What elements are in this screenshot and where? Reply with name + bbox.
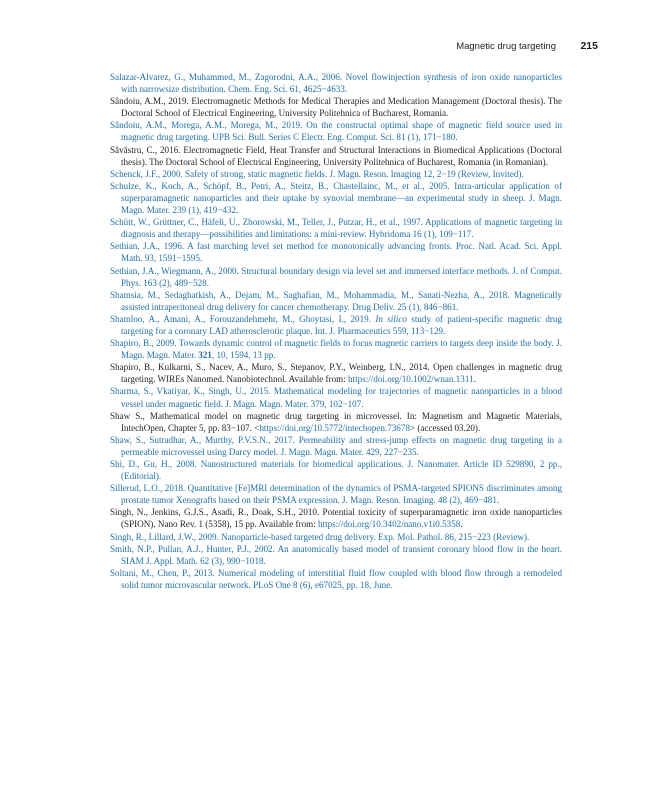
reference-item[interactable]: Sândoiu, A.M., Morega, A.M., Morega, M., 2019. On the constructal optimal shape of magnetic field source used in magnetic drug targeting. UPB Sci. Bull. Series C Electr. Eng. Comput. Sci. 81 (1), 171−180. bbox=[110, 120, 562, 143]
italic-term: In silico bbox=[375, 313, 407, 324]
reference-item[interactable]: Schulze, K., Koch, A., Schöpf, B., Petri, A., Steitz, B., Chastellainc, M., et al., 2005. Intra-articular application of superparamagnetic nanoparticles and their uptake by synovial membrane—an experimental study in sheep. J. Magn. Magn. Mater. 239 (1), 419−432. bbox=[110, 180, 562, 216]
reference-item[interactable]: Soltani, M., Chen, P., 2013. Numerical modeling of interstitial fluid flow coupled with blood flow through a remodeled solid tumor microvascular network. PLoS One 8 (6), e67025, pp. 18, June. bbox=[110, 567, 562, 590]
reference-list bbox=[110, 71, 562, 591]
reference-item: Singh, N., Jenkins, G.J.S., Asadi, R., Doak, S.H., 2010. Potential toxicity of superparamagnetic iron oxide nanoparticles (SPION). Nano Rev. 1 (5358), 15 pp. Available from: https://doi.org/10.3402/nano.v1i0.5358. bbox=[110, 507, 562, 530]
reference-item[interactable]: Shamsia, M., Sedaghatkish, A., Dejam, M., Saghafian, M., Mohammadia, M., Sanati-Nezha, A., 2018. Magnetically assisted intraperitoneal drug delivery for cancer chemotherapy. Drug Deliv. 25 (1), 846−861. bbox=[110, 289, 562, 312]
volume-number: 321 bbox=[198, 350, 212, 361]
reference-item[interactable]: Schütt, W., Grüttner, C., Häfeli, U., Zborowski, M., Teller, J., Putzar, H., et al., 1997. Applications of magnetic targeting in diagnosis and therapy—possibilities and limitations: a mini-review. Hybridoma 16 (1), 109−117. bbox=[110, 217, 562, 240]
reference-item: Shapiro, B., Kulkarni, S., Nacev, A., Muro, S., Stepanov, P.Y., Weinberg, I.N., 2014. Open challenges in magnetic drug targeting. WIREs Nanomed. Nanobiotechnol. Available from: https://doi.org/10.1002/wnan.1311. bbox=[110, 362, 562, 385]
doi-link[interactable]: https://doi.org/10.5772/intechopen.73678 bbox=[259, 422, 410, 433]
reference-item: Sândoiu, A.M., 2019. Electromagnetic Methods for Medical Therapies and Medication Management (Doctoral thesis). The Doctoral School of Electrical Engineering, University Politehnica of Bucharest, Romania. bbox=[110, 96, 562, 119]
reference-item: Săvăstru, C., 2016. Electromagnetic Field, Heat Transfer and Structural Interactions in Biomedical Applications (Doctoral thesis). The Doctoral School of Electrical Engineering, University Politehnica of Bucharest, Romania (in Romanian). bbox=[110, 144, 562, 167]
reference-item[interactable]: Schenck, J.F., 2000. Safety of strong, static magnetic fields. J. Magn. Reson. Imaging 12, 2−19 (Review, Invited). bbox=[110, 168, 524, 179]
reference-item[interactable]: Sharma, S., Vkatiyar, K., Singh, U., 2015. Mathematical modeling for trajectories of magnetic nanoparticles in a blood vessel under magnetic field. J. Magn. Magn. Mater. 379, 102−107. bbox=[110, 386, 562, 409]
running-header bbox=[110, 41, 598, 55]
page-number: 215 bbox=[580, 40, 598, 52]
doi-link[interactable]: https://doi.org/10.3402/nano.v1i0.5358 bbox=[318, 519, 461, 530]
reference-item[interactable]: Sethian, J.A., 1996. A fast marching level set method for monotonically advancing fronts. Proc. Natl. Acad. Sci. Appl. Math. 93, 1591−1595. bbox=[110, 241, 562, 264]
reference-item[interactable]: Sillerud, L.O., 2018. Quantitative [Fe]MRI determination of the dynamics of PSMA-targeted SPIONS discriminates among prostate tumor Xenografts based on their PSMA expression. J. Magn. Reson. Imaging. 48 (2), 469−481. bbox=[110, 483, 562, 506]
reference-item[interactable]: Shamloo, A., Amani, A., Forouzandehmehr, M., Ghoytasi, I., 2019. In silico study of patient-specific magnetic drug targeting for a coronary LAD atherosclerotic plaque. Int. J. Pharmaceutics 559, 113−129. bbox=[110, 313, 562, 336]
reference-item[interactable]: Shi, D., Gu, H., 2008. Nanostructured materials for biomedical applications. J. Nanomater. Article ID 529890, 2 pp., (Editorial). bbox=[110, 459, 562, 482]
reference-item: Shaw S., Mathematical model on magnetic drug targeting in microvessel. In: Magnetism and Magnetic Materials, IntechOpen, Chapter 5, pp. 83−107. <https://doi.org/10.5772/intechopen.73678> (accessed 03.20). bbox=[110, 410, 562, 433]
doi-link[interactable]: https://doi.org/10.1002/wnan.1311 bbox=[348, 374, 474, 385]
reference-item[interactable]: Salazar-Alvarez, G., Muhammed, M., Zagorodni, A.A., 2006. Novel flowinjection synthesis of iron oxide nanoparticles with narrowsize distribution. Chem. Eng. Sci. 61, 4625−4633. bbox=[110, 72, 562, 95]
reference-item[interactable]: Shaw, S., Sutradhar, A., Murthy, P.V.S.N., 2017. Permeability and stress-jump effects on magnetic drug targeting in a permeable microvessel using Darcy model. J. Magn. Magn. Mater. 429, 227−235. bbox=[110, 434, 562, 457]
reference-item[interactable]: Sethian, J.A., Wiegmann, A., 2000. Structural boundary design via level set and immersed interface methods. J. of Comput. Phys. 163 (2), 489−528. bbox=[110, 265, 562, 288]
reference-item[interactable]: Singh, R., Lillard, J.W., 2009. Nanoparticle-based targeted drug delivery. Exp. Mol. Pathol. 86, 215−223 (Review). bbox=[110, 531, 530, 542]
reference-item[interactable]: Smith, N.P., Pullan, A.J., Hunter, P.J., 2002. An anatomically based model of transient coronary blood flow in the heart. SIAM J. Appl. Math. 62 (3), 990−1018. bbox=[110, 543, 562, 566]
reference-item[interactable]: Shapiro, B., 2009. Towards dynamic control of magnetic fields to focus magnetic carriers to targets deep inside the body. J. Magn. Magn. Mater. 321, 10, 1594, 13 pp. bbox=[110, 338, 562, 361]
running-title: Magnetic drug targeting bbox=[456, 41, 556, 52]
